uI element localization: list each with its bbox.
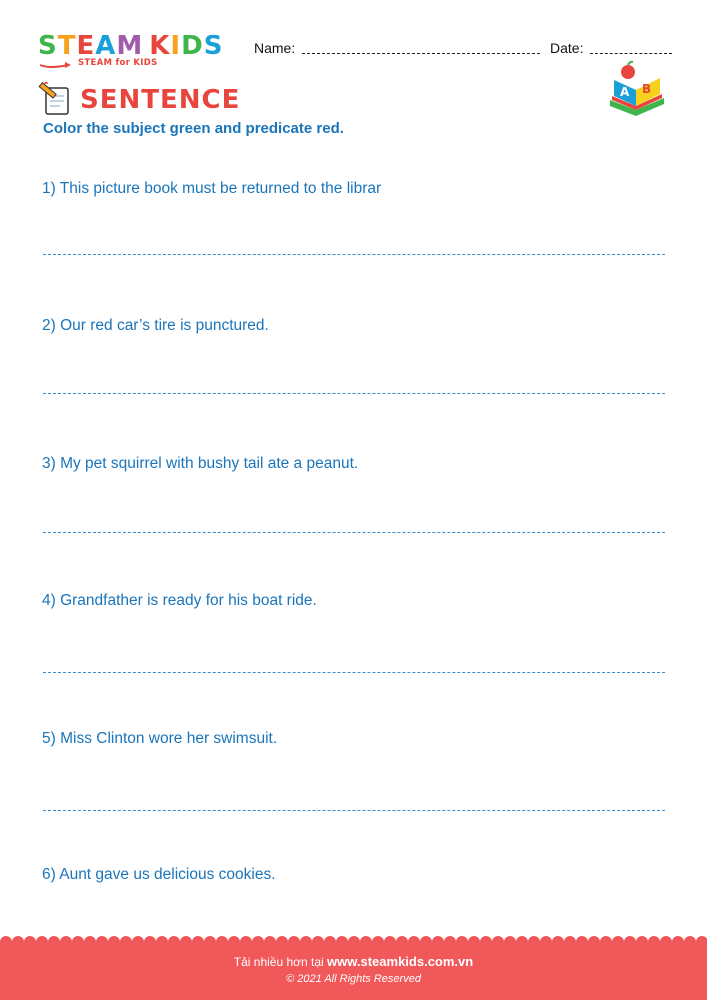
logo-letter: T xyxy=(57,31,77,61)
answer-line-2[interactable] xyxy=(43,393,665,394)
abc-books-icon xyxy=(606,60,666,116)
scallop-bump xyxy=(108,936,120,947)
steam-kids-logo xyxy=(38,32,238,72)
footer xyxy=(0,941,707,1000)
scallop-bump xyxy=(60,936,72,947)
logo-letter: D xyxy=(181,31,204,61)
scallop-bump xyxy=(264,936,276,947)
scallop-bump xyxy=(540,936,552,947)
scallop-bump xyxy=(300,936,312,947)
scallop-bump xyxy=(144,936,156,947)
footer-copyright: © 2021 All Rights Reserved xyxy=(286,973,421,985)
scallop-bump xyxy=(240,936,252,947)
svg-text:B: B xyxy=(642,82,652,96)
worksheet-title: SENTENCE xyxy=(80,85,241,115)
question-5: 5) Miss Clinton wore her swimsuit. xyxy=(42,730,278,747)
name-field[interactable] xyxy=(302,53,540,54)
logo-letter: I xyxy=(170,31,182,61)
footer-website-line xyxy=(0,954,707,969)
scallop-bump xyxy=(528,936,540,947)
question-1: 1) This picture book must be returned to the librar xyxy=(42,180,382,197)
scallop-bump xyxy=(132,936,144,947)
question-4: 4) Grandfather is ready for his boat ride. xyxy=(42,592,317,609)
scallop-bump xyxy=(408,936,420,947)
scallop-bump xyxy=(288,936,300,947)
scallop-bump xyxy=(12,936,24,947)
scallop-bump xyxy=(0,936,12,947)
scallop-bump xyxy=(156,936,168,947)
answer-line-3[interactable] xyxy=(43,532,665,533)
scallop-bump xyxy=(228,936,240,947)
scallop-bump xyxy=(36,936,48,947)
date-label: Date: xyxy=(550,40,584,56)
scallop-bump xyxy=(192,936,204,947)
scallop-bump xyxy=(516,936,528,947)
scallop-bump xyxy=(396,936,408,947)
logo-subtitle: STEAM for KIDS xyxy=(78,58,158,68)
scallop-bump xyxy=(636,936,648,947)
scallop-bump xyxy=(660,936,672,947)
scallop-bump xyxy=(420,936,432,947)
scallop-bump xyxy=(84,936,96,947)
logo-letter: M xyxy=(116,31,144,61)
logo-letter: K xyxy=(149,31,171,61)
svg-text:A: A xyxy=(620,85,630,99)
date-field[interactable] xyxy=(590,53,672,54)
footer-more-prefix: Tải nhiều hơn tại xyxy=(233,955,328,969)
scallop-bump xyxy=(468,936,480,947)
logo-word xyxy=(38,32,238,60)
scallop-bump xyxy=(96,936,108,947)
scallop-bump xyxy=(72,936,84,947)
scallop-bump xyxy=(384,936,396,947)
scallop-bump xyxy=(24,936,36,947)
scallop-bump xyxy=(336,936,348,947)
scallop-bump xyxy=(648,936,660,947)
scallop-bump xyxy=(492,936,504,947)
scallop-bump xyxy=(204,936,216,947)
scallop-bump xyxy=(372,936,384,947)
logo-arrow-icon xyxy=(38,60,74,70)
logo-letter: S xyxy=(38,31,58,61)
scallop-bump xyxy=(360,936,372,947)
scallop-bump xyxy=(48,936,60,947)
pencil-paper-icon xyxy=(38,82,72,116)
scallop-bump xyxy=(324,936,336,947)
scallop-bump xyxy=(564,936,576,947)
footer-website-link[interactable]: www.steamkids.com.vn xyxy=(327,954,474,969)
scallop-bump xyxy=(348,936,360,947)
scallop-bump xyxy=(168,936,180,947)
question-3: 3) My pet squirrel with bushy tail ate a peanut. xyxy=(42,455,359,472)
scallop-bump xyxy=(684,936,696,947)
scallop-bump xyxy=(444,936,456,947)
answer-line-4[interactable] xyxy=(43,672,665,673)
scallop-bump xyxy=(216,936,228,947)
answer-line-1[interactable] xyxy=(43,254,665,255)
question-6: 6) Aunt gave us delicious cookies. xyxy=(42,866,276,883)
scallop-bump xyxy=(276,936,288,947)
scallop-bump xyxy=(672,936,684,947)
scallop-bump xyxy=(456,936,468,947)
answer-line-5[interactable] xyxy=(43,810,665,811)
scallop-bump xyxy=(504,936,516,947)
scallop-bump xyxy=(180,936,192,947)
scallop-bump xyxy=(312,936,324,947)
logo-letter: E xyxy=(76,31,96,61)
scallop-bump xyxy=(588,936,600,947)
question-2: 2) Our red car’s tire is punctured. xyxy=(42,317,269,334)
scallop-bump xyxy=(696,936,707,947)
scallop-bump xyxy=(600,936,612,947)
logo-letter: A xyxy=(95,31,117,61)
scallop-bump xyxy=(624,936,636,947)
name-label: Name: xyxy=(254,40,296,56)
scallop-bump xyxy=(120,936,132,947)
scallop-bump xyxy=(552,936,564,947)
logo-letter: S xyxy=(203,31,224,61)
scallop-bump xyxy=(480,936,492,947)
scallop-bump xyxy=(252,936,264,947)
instruction-text: Color the subject green and predicate red. xyxy=(43,120,344,137)
scallop-bump xyxy=(612,936,624,947)
scallop-bump xyxy=(432,936,444,947)
footer-scallop xyxy=(0,935,707,947)
scallop-bump xyxy=(576,936,588,947)
